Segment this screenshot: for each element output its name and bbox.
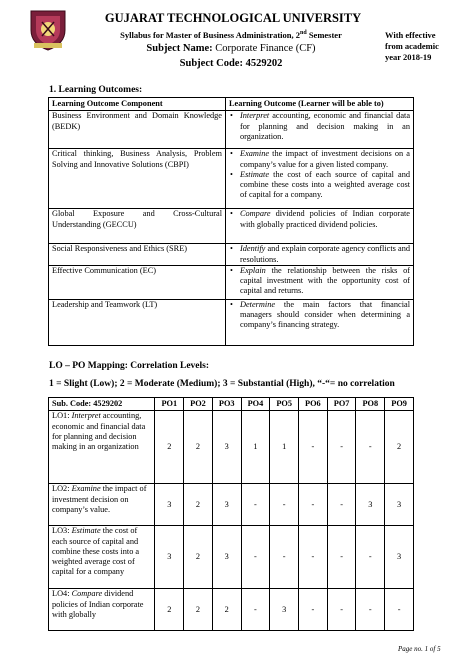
po-value-cell: 3 [356, 484, 385, 526]
po-value-cell: - [270, 484, 299, 526]
po-value-cell: - [241, 589, 270, 631]
outcome-text: the main factors that financial managers should consider when determining a company’s financing strategy. [240, 299, 410, 330]
syllabus-prefix: Syllabus for Master of Business Administration, 2 [120, 30, 300, 40]
po-value-cell: - [327, 526, 356, 589]
lo-text: dividend policies of Indian corporate with globally [52, 589, 144, 619]
lo-verb: Estimate [71, 526, 101, 536]
lo-label: LO4: [52, 589, 70, 599]
po-value-cell: 2 [385, 411, 414, 484]
lo-outcome-list [230, 209, 410, 230]
lo-outcome-list [230, 244, 410, 265]
lo-outcome-cell [226, 209, 414, 244]
lo-outcome-cell [226, 299, 414, 345]
lo-outcome-item [230, 149, 410, 170]
po-value-cell: - [299, 411, 328, 484]
lo-outcome-item [230, 266, 410, 297]
outcome-text: the impact of investment decisions on a company’s value for a given listed company. [240, 149, 410, 169]
lo-label: LO3: [52, 526, 70, 536]
lo-outcome-item [230, 244, 410, 265]
lo-verb: Compare [71, 589, 103, 599]
lo-cell [49, 589, 155, 631]
lo-component-cell: Social Responsiveness and Ethics (SRE) [49, 244, 226, 266]
mapping-row [49, 484, 414, 526]
po-value-cell: 2 [155, 589, 184, 631]
effective-line-1: With effective [385, 30, 436, 40]
po-value-cell: 3 [212, 411, 241, 484]
outcome-text: the cost of each source of capital and combine these costs into a weighted average cost of capital for a company. [240, 169, 410, 200]
po-value-cell: 2 [184, 589, 213, 631]
lo-outcome-cell [226, 149, 414, 209]
po-header: PO7 [327, 398, 356, 411]
lo-row [49, 111, 414, 149]
lo-outcome-item [230, 300, 410, 331]
lo-outcome-list [230, 266, 410, 297]
correlation-scale: 1 = Slight (Low); 2 = Moderate (Medium); 3 = Substantial (High), “-“= no correlation [49, 379, 395, 389]
lo-outcome-list [230, 149, 410, 200]
lo-label: LO1: [52, 411, 70, 421]
lo-label: LO2: [52, 484, 70, 494]
lo-row [49, 265, 414, 299]
po-value-cell: - [356, 411, 385, 484]
lo-cell [49, 526, 155, 589]
lo-outcome-cell [226, 265, 414, 299]
lo-outcome-list [230, 111, 410, 142]
outcome-text: and explain corporate agency conflicts and resolutions. [240, 244, 410, 264]
po-header: PO8 [356, 398, 385, 411]
mapping-row [49, 411, 414, 484]
po-value-cell: 2 [184, 484, 213, 526]
po-value-cell: - [327, 484, 356, 526]
lo-verb: Interpret [71, 411, 101, 421]
po-header: PO5 [270, 398, 299, 411]
po-value-cell: 1 [270, 411, 299, 484]
effective-note [385, 30, 465, 63]
po-value-cell: 1 [241, 411, 270, 484]
lo-outcome-cell [226, 111, 414, 149]
po-value-cell: 3 [270, 589, 299, 631]
lo-outcome-cell [226, 244, 414, 266]
po-value-cell: - [241, 526, 270, 589]
po-value-cell: - [270, 526, 299, 589]
syllabus-sup: nd [300, 30, 307, 37]
lo-cell [49, 484, 155, 526]
outcome-text: dividend policies of Indian corporate with globally practiced dividend policies. [240, 209, 410, 229]
po-value-cell: 2 [184, 526, 213, 589]
subject-name-label: Subject Name: [146, 43, 216, 54]
outcome-text: the relationship between the risks of capital investment with the opportunity cost of capital and returns. [240, 265, 410, 296]
po-value-cell: 3 [385, 484, 414, 526]
lo-row [49, 299, 414, 345]
po-header: PO1 [155, 398, 184, 411]
po-value-cell: - [299, 589, 328, 631]
po-value-cell: 3 [385, 526, 414, 589]
page-number: Page no. 1 of 5 [398, 645, 441, 653]
po-value-cell: 3 [155, 484, 184, 526]
lo-text: the impact of investment decision on company’s value. [52, 484, 147, 514]
po-value-cell: - [241, 484, 270, 526]
lo-text: accounting, economic and financial data for planning and decision making in an organization [52, 411, 146, 452]
lo-row [49, 209, 414, 244]
lo-po-mapping-heading: LO – PO Mapping: Correlation Levels: [49, 361, 209, 371]
university-title: GUJARAT TECHNOLOGICAL UNIVERSITY [104, 11, 362, 25]
po-value-cell: 2 [212, 589, 241, 631]
lo-component-cell: Business Environment and Domain Knowledge (BEDK) [49, 111, 226, 149]
outcome-text: accounting, economic and financial data for planning and decision making in an organization. [240, 111, 410, 141]
po-value-cell: - [385, 589, 414, 631]
outcome-verb: Estimate [240, 169, 270, 179]
effective-line-2: from academic [385, 41, 439, 51]
lo-outcome-list [230, 300, 410, 331]
lo-outcome-item [230, 170, 410, 201]
lo-po-mapping-table [48, 397, 414, 631]
lo-row [49, 244, 414, 266]
lo-outcome-header: Learning Outcome (Learner will be able to) [226, 98, 414, 111]
po-header: PO6 [299, 398, 328, 411]
po-value-cell: - [299, 484, 328, 526]
lo-verb: Examine [71, 484, 101, 494]
po-value-cell: 2 [155, 411, 184, 484]
po-value-cell: - [356, 526, 385, 589]
lo-component-cell: Global Exposure and Cross-Cultural Understanding (GECCU) [49, 209, 226, 244]
po-value-cell: 2 [184, 411, 213, 484]
lo-cell [49, 411, 155, 484]
po-header: PO3 [212, 398, 241, 411]
po-header: PO4 [241, 398, 270, 411]
po-header: PO2 [184, 398, 213, 411]
learning-outcomes-heading: 1. Learning Outcomes: [49, 85, 143, 95]
lo-component-cell: Critical thinking, Business Analysis, Problem Solving and Innovative Solutions (CBPI) [49, 149, 226, 209]
outcome-verb: Explain [240, 265, 266, 275]
po-value-cell: - [327, 589, 356, 631]
effective-line-3: year 2018-19 [385, 52, 432, 62]
po-value-cell: 3 [212, 484, 241, 526]
lo-component-cell: Effective Communication (EC) [49, 265, 226, 299]
lo-component-cell: Leadership and Teamwork (LT) [49, 299, 226, 345]
lo-row [49, 149, 414, 209]
po-header: PO9 [385, 398, 414, 411]
mapping-row [49, 526, 414, 589]
lo-text: the cost of each source of capital and combine these costs into a weighted average cost of capital for a company [52, 526, 140, 577]
mapping-row [49, 589, 414, 631]
outcome-verb: Determine [240, 299, 276, 309]
sub-code-header: Sub. Code: 4529202 [49, 398, 155, 411]
po-value-cell: 3 [155, 526, 184, 589]
lo-component-header: Learning Outcome Component [49, 98, 226, 111]
lo-outcome-item [230, 111, 410, 142]
outcome-verb: Compare [240, 209, 271, 219]
po-value-cell: - [299, 526, 328, 589]
learning-outcomes-table [48, 97, 414, 346]
po-value-cell: 3 [212, 526, 241, 589]
outcome-verb: Examine [240, 149, 270, 159]
outcome-verb: Identify [240, 244, 266, 254]
subject-code: Subject Code: 4529202 [179, 58, 283, 69]
po-value-cell: - [356, 589, 385, 631]
lo-outcome-item [230, 209, 410, 230]
po-value-cell: - [327, 411, 356, 484]
outcome-verb: Interpret [240, 111, 270, 121]
subject-name-value: Corporate Finance (CF) [215, 43, 316, 54]
syllabus-suffix: Semester [306, 30, 342, 40]
